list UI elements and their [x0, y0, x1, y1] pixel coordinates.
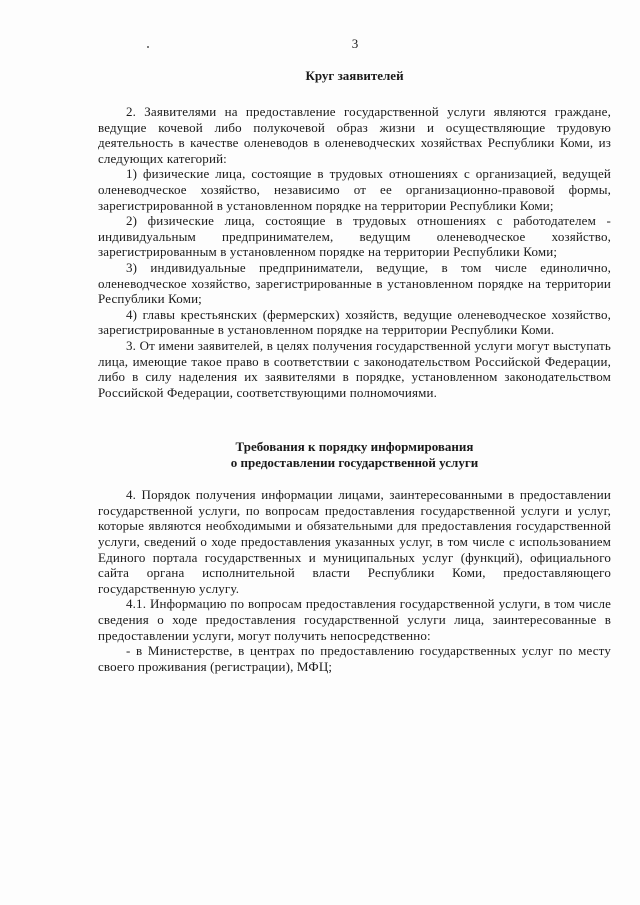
section-heading-applicants: Круг заявителей: [305, 68, 404, 83]
list-item: 3) индивидуальные предприниматели, ведущие, в том числе единолично, оленеводческое хозяйство, зарегистрированные в установленном порядке на территории Республики Коми;: [98, 259, 611, 307]
section-heading-line-1: Требования к порядку информирования: [235, 439, 474, 455]
paragraph: - в Министерстве, в центрах по предоставлению государственных услуг по месту своего проживания (регистрации), МФЦ;: [98, 643, 611, 674]
paragraph: 4. Порядок получения информации лицами, заинтересованными в предоставлении государственной услуги, по вопросам предоставления государственной услуги и услуг, которые являются необходимыми и обязательными для предоставления государственной услуги, сведений о ходе предоставления указанных услуг, в том числе с использованием Единого портала государственных и муниципальных услуг (функций), официального сайта органа исполнительной власти Республики Коми, предоставляющего государственную услугу.: [98, 487, 611, 596]
section-heading-information: [98, 439, 611, 471]
section-heading-line-2: о предоставлении государственной услуги: [230, 455, 479, 471]
list-item: 4) главы крестьянских (фермерских) хозяйств, ведущие оленеводческое хозяйство, зарегистрированные в установленном порядке на территории Республики Коми.: [98, 306, 611, 338]
list-item: 2) физические лица, состоящие в трудовых отношениях с работодателем - индивидуальным предпринимателем, ведущим оленеводческое хозяйство, зарегистрированным в установленном порядке на территории Республики Коми;: [98, 213, 611, 260]
list-item: 1) физические лица, состоящие в трудовых отношениях с организацией, ведущей оленеводческое хозяйство, независимо от ее организационно-правовой формы, зарегистрированной в установленном порядке на территории Республики Коми;: [98, 166, 611, 213]
paragraph: 4.1. Информацию по вопросам предоставления государственной услуги, в том числе сведения о ходе предоставления государственной услуги лица, заинтересованные в предоставлении услуги, могут получить непосредственно:: [98, 596, 611, 643]
paragraph: 3. От имени заявителей, в целях получения государственной услуги могут выступать лица, имеющие такое право в соответствии с законодательством Российской Федерации, либо в силу наделения их заявителями в порядке, установленном законодательством Российской Федерации, соответствующими полномочиями.: [98, 337, 611, 400]
document-body: [98, 68, 611, 674]
paragraph: 2. Заявителями на предоставление государственной услуги являются граждане, ведущие кочевой либо полукочевой образ жизни и осуществляющие трудовую деятельность в качестве оленеводов в оленеводческих хозяйствах Республики Коми, из следующих категорий:: [98, 104, 611, 166]
scan-speck: [147, 46, 149, 48]
page-number: 3: [351, 36, 359, 51]
